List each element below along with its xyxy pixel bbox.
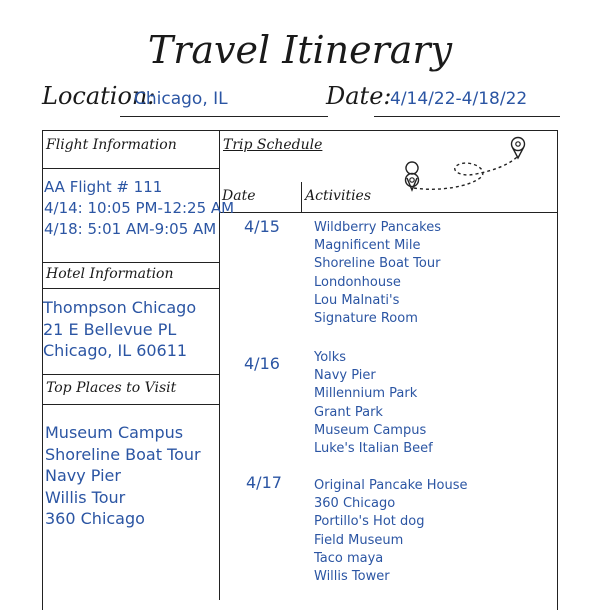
date-activities-divider xyxy=(301,182,302,212)
location-underline xyxy=(120,116,328,117)
hotel-section-title: Hotel Information xyxy=(46,266,174,282)
activity-item: Signature Room xyxy=(314,311,418,327)
location-label: Location: xyxy=(42,82,156,110)
list-item: 360 Chicago xyxy=(45,509,145,528)
date-label: Date: xyxy=(326,82,392,110)
hotel-details xyxy=(43,297,196,362)
day-date: 4/17 xyxy=(246,473,282,492)
places-list xyxy=(45,422,201,530)
activity-item: Wildberry Pancakes xyxy=(314,220,441,235)
hotel-line: Thompson Chicago xyxy=(43,298,197,317)
trip-schedule-title: Trip Schedule xyxy=(223,137,323,153)
places-divider-top xyxy=(42,374,219,375)
flight-divider xyxy=(42,168,219,169)
activity-item: Grant Park xyxy=(314,404,383,420)
activity-item: Navy Pier xyxy=(314,368,376,384)
day-activities xyxy=(314,219,441,328)
hotel-divider-bottom xyxy=(42,288,219,289)
map-pin-icon xyxy=(512,138,525,159)
activity-item: Shoreline Boat Tour xyxy=(314,256,441,272)
date-column-header: Date xyxy=(222,188,256,204)
list-item: Willis Tour xyxy=(45,487,126,507)
route-map-icon xyxy=(400,134,540,204)
hotel-line: Chicago, IL 60611 xyxy=(43,341,188,360)
activity-item: Field Museum xyxy=(314,532,404,548)
activity-item: Willis Tower xyxy=(314,569,390,585)
activity-item: Luke's Italian Beef xyxy=(314,441,433,457)
hotel-line: 21 E Bellevue PL xyxy=(43,319,177,339)
activity-item: Magnificent Mile xyxy=(314,238,421,254)
page-title: Travel Itinerary xyxy=(147,28,453,72)
day-date: 4/16 xyxy=(244,354,280,373)
activities-column-header: Activities xyxy=(305,188,372,204)
activity-item: Yolks xyxy=(314,350,347,365)
activity-item: 360 Chicago xyxy=(314,496,396,512)
day-activities xyxy=(314,349,433,458)
activity-item: Museum Campus xyxy=(314,422,427,438)
activity-item: Portillo's Hot dog xyxy=(314,514,425,530)
flight-line: 4/14: 10:05 PM-12:25 AM xyxy=(44,199,235,217)
activity-item: Londonhouse xyxy=(314,274,401,290)
places-section-title: Top Places to Visit xyxy=(46,380,177,396)
map-pin-icon xyxy=(406,162,419,190)
activity-item: Millennium Park xyxy=(314,386,418,402)
list-item: Navy Pier xyxy=(45,466,121,485)
location-value[interactable]: Chicago, IL xyxy=(134,89,228,109)
schedule-header-divider xyxy=(219,212,558,213)
flight-line: 4/18: 5:01 AM-9:05 AM xyxy=(44,220,217,238)
list-item: Shoreline Boat Tour xyxy=(45,444,201,464)
list-item: Museum Campus xyxy=(45,423,184,442)
day-activities xyxy=(314,477,468,586)
hotel-divider-top xyxy=(42,262,219,263)
activity-item: Taco maya xyxy=(314,550,384,566)
activity-item: Original Pancake House xyxy=(314,478,468,493)
flight-line: AA Flight # 111 xyxy=(44,178,163,196)
day-date: 4/15 xyxy=(244,217,280,236)
date-value[interactable]: 4/14/22-4/18/22 xyxy=(390,89,528,109)
date-underline xyxy=(374,116,560,117)
flight-section-title: Flight Information xyxy=(46,137,177,153)
activity-item: Lou Malnati's xyxy=(314,292,400,308)
flight-details xyxy=(44,177,234,240)
places-divider-bottom xyxy=(42,404,219,405)
